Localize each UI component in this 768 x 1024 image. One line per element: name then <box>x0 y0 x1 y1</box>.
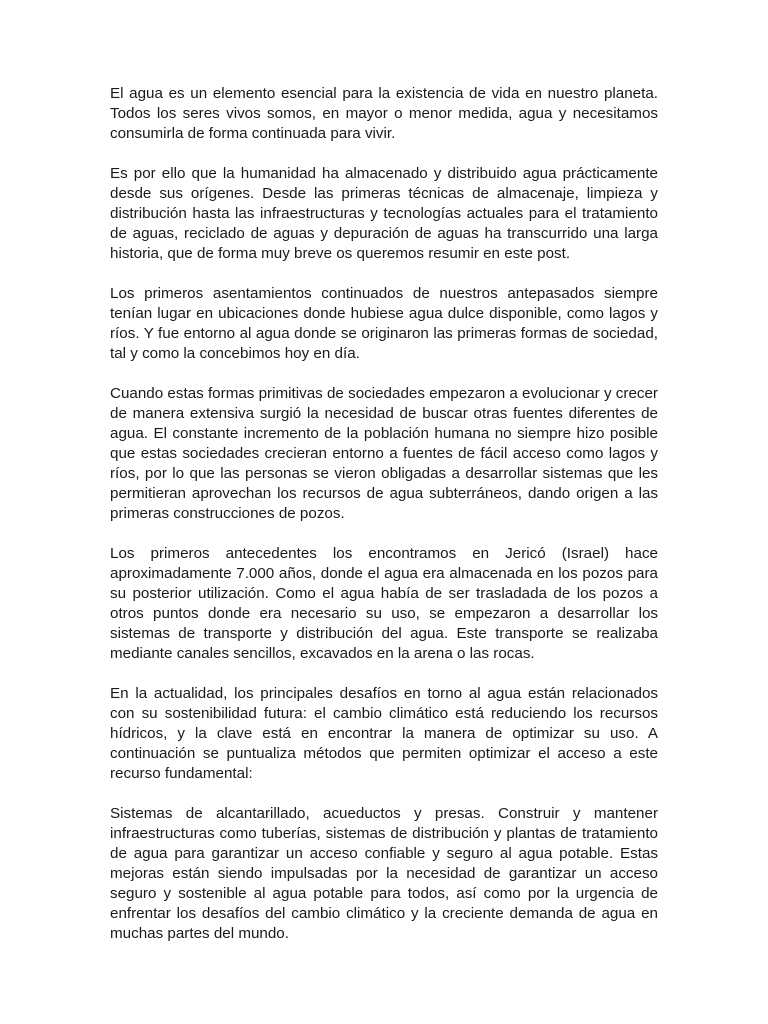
paragraph-4: Cuando estas formas primitivas de sociedades empezaron a evolucionar y crecer de manera extensiva surgió la necesidad de buscar otras fuentes diferentes de agua. El constante incremento de la población humana no siempre hizo posible que estas sociedades crecieran entorno a fuentes de fácil acceso como lagos y ríos, por lo que las personas se vieron obligadas a desarrollar sistemas que les permitieran aprovechan los recursos de agua subterráneos, dando origen a las primeras construcciones de pozos. <box>110 385 658 522</box>
paragraph-6: En la actualidad, los principales desafíos en torno al agua están relacionados con su sostenibilidad futura: el cambio climático está reduciendo los recursos hídricos, y la clave está en encontrar la manera de optimizar su uso. A continuación se puntualiza métodos que permiten optimizar el acceso a este recurso fundamental: <box>110 685 658 782</box>
paragraph-7: Sistemas de alcantarillado, acueductos y presas. Construir y mantener infraestructuras como tuberías, sistemas de distribución y plantas de tratamiento de agua para garantizar un acceso confiable y seguro al agua potable. Estas mejoras están siendo impulsadas por la necesidad de garantizar un acceso seguro y sostenible al agua potable para todos, así como por la urgencia de enfrentar los desafíos del cambio climático y la creciente demanda de agua en muchas partes del mundo. <box>110 805 658 942</box>
paragraph-2: Es por ello que la humanidad ha almacenado y distribuido agua prácticamente desde sus orígenes. Desde las primeras técnicas de almacenaje, limpieza y distribución hasta las infraestructuras y tecnologías actuales para el tratamiento de aguas, reciclado de aguas y depuración de aguas ha transcurrido una larga historia, que de forma muy breve os queremos resumir en este post. <box>110 165 658 262</box>
paragraph-1: El agua es un elemento esencial para la existencia de vida en nuestro planeta. Todos los seres vivos somos, en mayor o menor medida, agua y necesitamos consumirla de forma continuada para vivir. <box>110 85 658 142</box>
paragraph-5: Los primeros antecedentes los encontramos en Jericó (Israel) hace aproximadamente 7.000 años, donde el agua era almacenada en los pozos para su posterior utilización. Como el agua había de ser trasladada de los pozos a otros puntos donde era necesario su uso, se empezaron a desarrollar los sistemas de transporte y distribución del agua. Este transporte se realizaba mediante canales sencillos, excavados en la arena o las rocas. <box>110 545 658 662</box>
paragraph-3: Los primeros asentamientos continuados de nuestros antepasados siempre tenían lugar en ubicaciones donde hubiese agua dulce disponible, como lagos y ríos. Y fue entorno al agua donde se originaron las primeras formas de sociedad, tal y como la concebimos hoy en día. <box>110 285 658 362</box>
